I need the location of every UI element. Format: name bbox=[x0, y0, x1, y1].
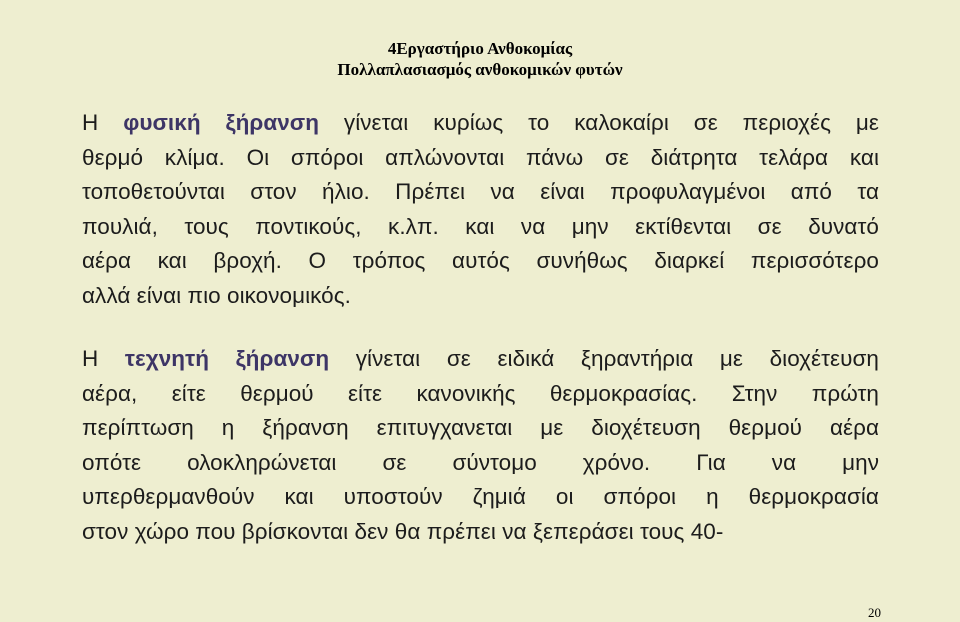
paragraph-line: υπερθερμανθούν και υποστούν ζημιά οι σπόροι η θερμοκρασία bbox=[82, 484, 879, 510]
paragraph-line: περίπτωση η ξήρανση επιτυγχανεται με διοχέτευση θερμού αέρα bbox=[82, 415, 879, 441]
paragraph-line: στον χώρο που βρίσκονται δεν θα πρέπει να ξεπεράσει τους 40- bbox=[82, 518, 724, 544]
paragraph-line: αέρα, είτε θερμού είτε κανονικής θερμοκρασίας. Στην πρώτη bbox=[82, 380, 879, 406]
paragraph-line: τοποθετούνται στον ήλιο. Πρέπει να είναι προφυλαγμένοι από τα bbox=[82, 179, 879, 205]
paragraph-line: πουλιά, τους ποντικούς, κ.λπ. και να μην εκτίθενται σε δυνατό bbox=[82, 213, 879, 239]
paragraph-line bbox=[82, 106, 879, 141]
paragraph-line bbox=[82, 342, 879, 377]
highlighted-term: φυσική ξήρανση bbox=[123, 110, 320, 135]
header-subtitle: Πολλαπλασιασμός ανθοκομικών φυτών bbox=[337, 60, 623, 79]
paragraph-lead: Η bbox=[82, 110, 124, 135]
paragraph-natural-drying bbox=[82, 106, 879, 314]
paragraph-line: αέρα και βροχή. Ο τρόπος αυτός συνήθως διαρκεί περισσότερο bbox=[82, 248, 879, 274]
paragraph-line: θερμό κλίμα. Οι σπόροι απλώνονται πάνω σε διάτρητα τελάρα και bbox=[82, 144, 879, 170]
document-header bbox=[0, 38, 960, 80]
paragraph-artificial-drying bbox=[82, 342, 879, 550]
page-number: 20 bbox=[868, 605, 881, 620]
paragraph-text: γίνεται κυρίως το καλοκαίρι σε περιοχές με bbox=[319, 110, 879, 135]
paragraph-line: οπότε ολοκληρώνεται σε σύντομο χρόνο. Για να μην bbox=[82, 449, 879, 475]
paragraph-text: γίνεται σε ειδικά ξηραντήρια με διοχέτευση bbox=[329, 346, 879, 371]
highlighted-term: τεχνητή ξήρανση bbox=[124, 346, 330, 371]
paragraph-lead: Η bbox=[82, 346, 125, 371]
paragraph-line: αλλά είναι πιο οικονομικός. bbox=[82, 282, 351, 308]
header-title: 4Εργαστήριο Ανθοκομίας bbox=[387, 39, 573, 58]
